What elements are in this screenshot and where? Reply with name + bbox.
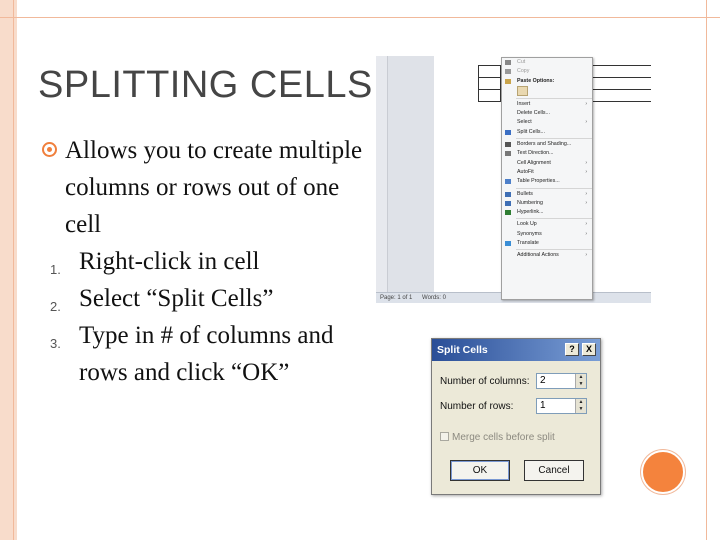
context-menu-label: Bullets (517, 190, 533, 197)
rows-value[interactable]: 1 (540, 400, 546, 411)
spin-down-icon[interactable]: ▼ (575, 381, 586, 388)
step-number: 1. (50, 262, 61, 277)
context-menu-item[interactable] (502, 109, 592, 118)
context-menu-label: Select (517, 119, 532, 126)
context-menu-item[interactable] (502, 159, 592, 168)
frame-line (706, 0, 707, 540)
context-menu-item[interactable] (502, 58, 592, 67)
dialog-title: Split Cells (437, 344, 488, 356)
frame-line (0, 17, 720, 18)
bullet-list (40, 132, 370, 391)
context-menu-item[interactable] (502, 230, 592, 239)
submenu-arrow-icon: › (585, 199, 587, 206)
context-menu-label: Numbering (517, 199, 543, 206)
context-menu (501, 57, 593, 300)
context-menu-item[interactable] (502, 251, 592, 260)
spin-up-icon[interactable]: ▲ (575, 374, 586, 381)
split-cells-icon (505, 130, 511, 135)
step-text: Right-click in cell (79, 248, 260, 275)
context-menu-label: Paste Options: (517, 77, 555, 84)
paste-icon (505, 79, 511, 84)
rows-spin-buttons[interactable] (575, 399, 586, 413)
context-menu-item[interactable] (502, 177, 592, 186)
context-menu-label: Synonyms (517, 230, 542, 237)
word-screenshot (376, 56, 651, 303)
columns-spinner[interactable] (536, 373, 587, 389)
context-menu-label: Hyperlink... (517, 209, 544, 216)
bullets-icon (505, 192, 511, 197)
translate-icon (505, 241, 511, 246)
dialog-title-bar (432, 339, 600, 361)
step-item (40, 317, 370, 391)
numbering-icon (505, 201, 511, 206)
menu-separator (516, 98, 592, 99)
context-menu-label: Cut (517, 59, 526, 65)
menu-separator (516, 138, 592, 139)
submenu-arrow-icon: › (585, 119, 587, 126)
bullet-item (40, 132, 370, 243)
step-item (40, 243, 370, 280)
step-number: 3. (50, 336, 61, 351)
menu-separator (516, 249, 592, 250)
context-menu-label: Borders and Shading... (517, 141, 572, 148)
decor-circle (641, 450, 685, 494)
text-direction-icon (505, 151, 511, 156)
context-menu-label: AutoFit (517, 168, 534, 175)
hyperlink-icon (505, 210, 511, 215)
menu-separator (516, 188, 592, 189)
columns-value[interactable]: 2 (540, 375, 546, 386)
context-menu-item[interactable] (502, 140, 592, 149)
context-menu-label: Additional Actions (517, 252, 559, 259)
spin-down-icon[interactable]: ▼ (575, 406, 586, 413)
step-text: Type in # of columns and rows and click “OK” (79, 322, 334, 386)
context-menu-label: Translate (517, 240, 539, 247)
context-menu-label: Cell Alignment (517, 159, 551, 166)
context-menu-label: Table Properties... (517, 178, 560, 185)
word-count: Words: 0 (422, 295, 446, 301)
spin-up-icon[interactable]: ▲ (575, 399, 586, 406)
context-menu-item[interactable] (502, 239, 592, 248)
scissors-icon (505, 60, 511, 65)
context-menu-item[interactable] (502, 128, 592, 137)
context-menu-item[interactable] (502, 100, 592, 109)
page-count: Page: 1 of 1 (380, 295, 413, 301)
context-menu-item[interactable] (502, 168, 592, 177)
borders-icon (505, 142, 511, 147)
submenu-arrow-icon: › (585, 230, 587, 237)
context-menu-item[interactable] (502, 220, 592, 229)
context-menu-label: Insert (517, 100, 531, 107)
context-menu-item[interactable] (502, 190, 592, 199)
context-menu-label: Delete Cells... (517, 110, 550, 117)
table-border (478, 65, 479, 101)
bullet-text: Allows you to create multiple columns or rows out of one cell (65, 137, 363, 238)
menu-separator (516, 218, 592, 219)
context-menu-item[interactable] (502, 77, 592, 86)
columns-spin-buttons[interactable] (575, 374, 586, 388)
document-gutter (388, 56, 434, 292)
paste-keep-formatting-icon[interactable] (517, 86, 528, 96)
context-menu-label: Copy (517, 68, 530, 75)
submenu-arrow-icon: › (585, 221, 587, 228)
merge-checkbox[interactable] (440, 432, 449, 441)
ok-button[interactable]: OK (450, 460, 510, 481)
frame-line (13, 0, 14, 540)
help-button[interactable]: ? (565, 343, 579, 356)
step-text: Select “Split Cells” (79, 285, 274, 312)
columns-label: Number of columns: (440, 376, 530, 387)
context-menu-label: Look Up (517, 221, 537, 228)
context-menu-item[interactable] (502, 149, 592, 158)
context-menu-item[interactable] (502, 199, 592, 208)
submenu-arrow-icon: › (585, 168, 587, 175)
submenu-arrow-icon: › (585, 252, 587, 259)
submenu-arrow-icon: › (585, 100, 587, 107)
context-menu-label: Text Direction... (517, 150, 554, 157)
step-item (40, 280, 370, 317)
merge-cells-option[interactable] (440, 432, 555, 443)
submenu-arrow-icon: › (585, 190, 587, 197)
context-menu-item[interactable] (502, 208, 592, 217)
context-menu-item[interactable] (502, 118, 592, 127)
copy-icon (505, 69, 511, 74)
step-number: 2. (50, 299, 61, 314)
vertical-ruler (376, 56, 388, 292)
context-menu-label: Split Cells... (517, 128, 545, 135)
left-decor-band (0, 0, 17, 540)
close-button[interactable]: X (582, 343, 596, 356)
submenu-arrow-icon: › (585, 159, 587, 166)
split-cells-dialog (431, 338, 601, 495)
rows-label: Number of rows: (440, 401, 514, 412)
cancel-button[interactable]: Cancel (524, 460, 584, 481)
bullet-circle-icon (42, 142, 57, 157)
table-properties-icon (505, 179, 511, 184)
rows-spinner[interactable] (536, 398, 587, 414)
merge-label: Merge cells before split (452, 432, 555, 443)
slide-title: SPLITTING CELLS (38, 64, 373, 106)
context-menu-item[interactable] (502, 67, 592, 76)
